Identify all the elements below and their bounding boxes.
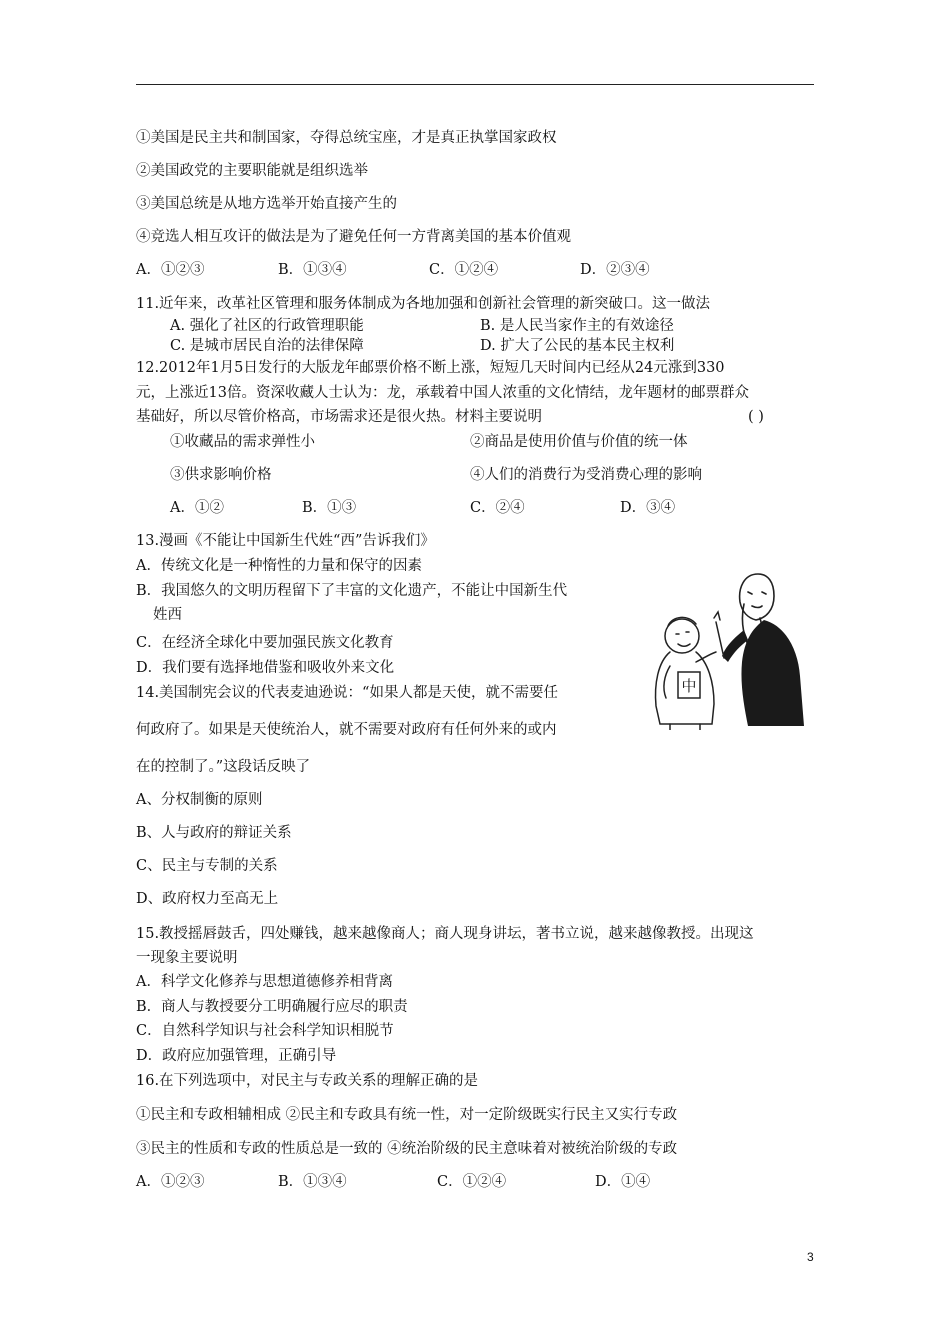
q10-statement-4: ④竞选人相互攻讦的做法是为了避免任何一方背离美国的基本价值观: [136, 229, 571, 245]
q10-option-a: A．①②③: [136, 262, 205, 278]
q12-stem-line-2: 元，上涨近13倍。资深收藏人士认为：龙，承载着中国人浓重的文化情结，龙年题材的邮票群众: [136, 385, 749, 401]
q14-stem-line-3: 在的控制了。”这段话反映了: [136, 759, 311, 775]
q12-option-a: A．①②: [170, 500, 224, 516]
q15-option-c: C．自然科学知识与社会科学知识相脱节: [136, 1023, 394, 1039]
q11-option-b: B. 是人民当家作主的有效途径: [480, 318, 674, 334]
q12-stem-line-1: 12.2012年1月5日发行的大版龙年邮票价格不断上涨，短短几天时间内已经从24元涨到330: [136, 360, 725, 376]
q14-option-a: A、分权制衡的原则: [136, 792, 263, 808]
q13-option-a: A．传统文化是一种惰性的力量和保守的因素: [136, 558, 422, 574]
cartoon-drawing: [640, 566, 810, 730]
q16-option-b: B．①③④: [278, 1174, 347, 1190]
q10-statement-3: ③美国总统是从地方选举开始直接产生的: [136, 196, 397, 212]
q16-option-d: D．①④: [595, 1174, 651, 1190]
q15-stem-line-1: 15.教授摇唇鼓舌，四处赚钱，越来越像商人；商人现身讲坛，著书立说，越来越像教授。出现这: [136, 926, 754, 942]
q10-option-b: B．①③④: [278, 262, 347, 278]
q11-option-c: C. 是城市居民自治的法律保障: [170, 338, 364, 354]
q16-option-c: C．①②④: [437, 1174, 507, 1190]
q14-option-d: D、政府权力至高无上: [136, 891, 279, 907]
q11-option-a: A. 强化了社区的行政管理职能: [170, 318, 364, 334]
q12-option-d: D．③④: [620, 500, 676, 516]
q13-option-b-line-1: B．我国悠久的文明历程留下了丰富的文化遗产，不能让中国新生代: [136, 583, 568, 599]
q16-statements-line-2: ③民主的性质和专政的性质总是一致的 ④统治阶级的民主意味着对被统治阶级的专政: [136, 1141, 678, 1157]
q15-stem-line-2: 一现象主要说明: [136, 950, 238, 966]
q13-option-c: C．在经济全球化中要加强民族文化教育: [136, 635, 394, 651]
q15-option-b: B．商人与教授要分工明确履行应尽的职责: [136, 999, 408, 1015]
q13-option-b-line-2: 姓西: [153, 607, 182, 623]
q12-statement-2: ②商品是使用价值与价值的统一体: [470, 434, 688, 450]
q12-statement-4: ④人们的消费行为受消费心理的影响: [470, 467, 702, 483]
q14-stem-line-2: 何政府了。如果是天使统治人，就不需要对政府有任何外来的或内: [136, 722, 557, 738]
q15-option-a: A．科学文化修养与思想道德修养相背离: [136, 974, 393, 990]
q14-option-c: C、民主与专制的关系: [136, 858, 278, 874]
q12-statement-3: ③供求影响价格: [170, 467, 272, 483]
q12-statement-1: ①收藏品的需求弹性小: [170, 434, 315, 450]
q12-option-c: C．②④: [470, 500, 525, 516]
q12-stem-line-3: 基础好，所以尽管价格高，市场需求还是很火热。材料主要说明: [136, 409, 542, 425]
q15-option-d: D．政府应加强管理，正确引导: [136, 1048, 337, 1064]
q10-statement-2: ②美国政党的主要职能就是组织选举: [136, 163, 368, 179]
q13-stem: 13.漫画《不能让中国新生代姓“西”告诉我们》: [136, 533, 435, 549]
page-number: 3: [807, 1250, 814, 1264]
q11-option-d: D. 扩大了公民的基本民主权利: [480, 338, 675, 354]
q16-option-a: A．①②③: [136, 1174, 205, 1190]
cartoon-shirt-label: 中: [681, 677, 697, 695]
q10-option-d: D．②③④: [580, 262, 650, 278]
q16-stem: 16.在下列选项中，对民主与专政关系的理解正确的是: [136, 1073, 479, 1089]
q12-option-b: B．①③: [302, 500, 357, 516]
q10-statement-1: ①美国是民主共和制国家，夺得总统宝座，才是真正执掌国家政权: [136, 130, 557, 146]
q10-option-c: C．①②④: [429, 262, 499, 278]
q14-stem-line-1: 14.美国制宪会议的代表麦迪逊说：“如果人都是天使，就不需要任: [136, 685, 558, 701]
q11-stem: 11.近年来，改革社区管理和服务体制成为各地加强和创新社会管理的新突破口。这一做法: [136, 296, 711, 312]
q12-answer-paren: ( ): [748, 409, 764, 425]
q13-option-d: D．我们要有选择地借鉴和吸收外来文化: [136, 660, 395, 676]
q14-option-b: B、人与政府的辩证关系: [136, 825, 292, 841]
q16-statements-line-1: ①民主和专政相辅相成 ②民主和专政具有统一性，对一定阶级既实行民主又实行专政: [136, 1107, 678, 1123]
cartoon-illustration: [640, 566, 810, 730]
header-rule: [136, 84, 814, 85]
